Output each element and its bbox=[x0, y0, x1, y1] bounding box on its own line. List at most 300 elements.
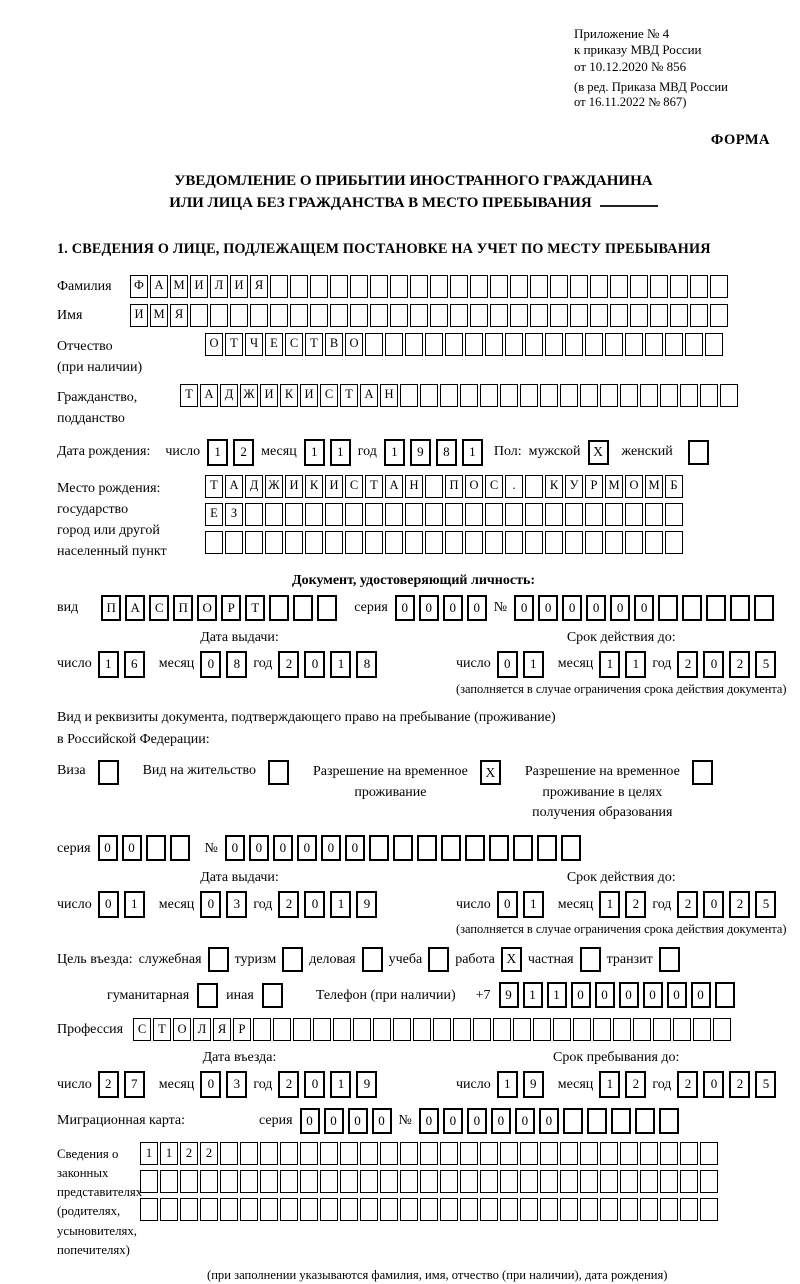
char-cell[interactable]: 0 bbox=[122, 835, 142, 861]
char-cell[interactable] bbox=[230, 304, 248, 327]
char-cell[interactable] bbox=[713, 1018, 731, 1041]
char-cell[interactable]: 0 bbox=[348, 1108, 368, 1134]
char-cell[interactable] bbox=[585, 333, 603, 356]
char-cell[interactable] bbox=[682, 595, 702, 621]
char-cell[interactable]: 0 bbox=[643, 982, 663, 1008]
char-cell[interactable] bbox=[600, 1198, 618, 1221]
char-cell[interactable]: Т bbox=[225, 333, 243, 356]
char-cell[interactable] bbox=[480, 1170, 498, 1193]
char-cell[interactable] bbox=[611, 1108, 631, 1134]
char-cell[interactable] bbox=[205, 531, 223, 554]
char-cell[interactable]: 1 bbox=[304, 439, 325, 466]
char-cell[interactable] bbox=[317, 595, 337, 621]
char-cell[interactable] bbox=[305, 531, 323, 554]
char-cell[interactable] bbox=[140, 1170, 158, 1193]
char-cell[interactable] bbox=[450, 275, 468, 298]
char-cell[interactable] bbox=[560, 1170, 578, 1193]
char-cell[interactable] bbox=[573, 1018, 591, 1041]
char-cell[interactable]: Т bbox=[365, 475, 383, 498]
char-cell[interactable] bbox=[425, 503, 443, 526]
char-cell[interactable]: Р bbox=[233, 1018, 251, 1041]
char-cell[interactable]: 9 bbox=[356, 1071, 377, 1098]
char-cell[interactable]: С bbox=[285, 333, 303, 356]
char-cell[interactable] bbox=[680, 1170, 698, 1193]
char-cell[interactable] bbox=[545, 503, 563, 526]
char-cell[interactable] bbox=[460, 1198, 478, 1221]
char-cell[interactable] bbox=[450, 304, 468, 327]
residence-permit-checkbox[interactable] bbox=[268, 760, 289, 785]
char-cell[interactable] bbox=[570, 304, 588, 327]
char-cell[interactable] bbox=[633, 1018, 651, 1041]
char-cell[interactable] bbox=[560, 384, 578, 407]
char-cell[interactable]: 0 bbox=[345, 835, 365, 861]
char-cell[interactable] bbox=[473, 1018, 491, 1041]
char-cell[interactable]: И bbox=[230, 275, 248, 298]
char-cell[interactable] bbox=[525, 503, 543, 526]
char-cell[interactable]: 1 bbox=[384, 439, 405, 466]
char-cell[interactable]: 0 bbox=[304, 891, 325, 918]
char-cell[interactable] bbox=[253, 1018, 271, 1041]
char-cell[interactable]: 0 bbox=[467, 1108, 487, 1134]
char-cell[interactable] bbox=[433, 1018, 451, 1041]
char-cell[interactable]: Т bbox=[340, 384, 358, 407]
char-cell[interactable] bbox=[310, 275, 328, 298]
char-cell[interactable]: П bbox=[101, 595, 121, 621]
char-cell[interactable]: 0 bbox=[395, 595, 415, 621]
char-cell[interactable] bbox=[610, 275, 628, 298]
char-cell[interactable] bbox=[510, 275, 528, 298]
char-cell[interactable] bbox=[660, 1142, 678, 1165]
char-cell[interactable]: 1 bbox=[124, 891, 145, 918]
char-cell[interactable] bbox=[500, 1198, 518, 1221]
char-cell[interactable] bbox=[565, 333, 583, 356]
char-cell[interactable]: 2 bbox=[677, 651, 698, 678]
char-cell[interactable] bbox=[220, 1170, 238, 1193]
char-cell[interactable] bbox=[485, 531, 503, 554]
char-cell[interactable] bbox=[410, 304, 428, 327]
char-cell[interactable]: У bbox=[565, 475, 583, 498]
char-cell[interactable] bbox=[530, 275, 548, 298]
char-cell[interactable]: Т bbox=[153, 1018, 171, 1041]
purpose-business-checkbox[interactable] bbox=[362, 947, 383, 972]
purpose-tourism-checkbox[interactable] bbox=[282, 947, 303, 972]
char-cell[interactable] bbox=[365, 333, 383, 356]
char-cell[interactable]: П bbox=[445, 475, 463, 498]
char-cell[interactable] bbox=[705, 333, 723, 356]
char-cell[interactable]: 2 bbox=[729, 1071, 750, 1098]
purpose-official-checkbox[interactable] bbox=[208, 947, 229, 972]
char-cell[interactable]: Ф bbox=[130, 275, 148, 298]
char-cell[interactable] bbox=[540, 1142, 558, 1165]
char-cell[interactable]: Я bbox=[170, 304, 188, 327]
char-cell[interactable] bbox=[445, 531, 463, 554]
char-cell[interactable] bbox=[680, 1198, 698, 1221]
char-cell[interactable]: 2 bbox=[278, 1071, 299, 1098]
char-cell[interactable] bbox=[665, 333, 683, 356]
char-cell[interactable] bbox=[600, 384, 618, 407]
char-cell[interactable]: Т bbox=[245, 595, 265, 621]
char-cell[interactable]: М bbox=[605, 475, 623, 498]
char-cell[interactable] bbox=[440, 1198, 458, 1221]
char-cell[interactable] bbox=[570, 275, 588, 298]
char-cell[interactable]: Р bbox=[585, 475, 603, 498]
char-cell[interactable]: 0 bbox=[634, 595, 654, 621]
char-cell[interactable]: А bbox=[200, 384, 218, 407]
char-cell[interactable]: 0 bbox=[443, 595, 463, 621]
char-cell[interactable] bbox=[250, 304, 268, 327]
char-cell[interactable] bbox=[640, 1142, 658, 1165]
char-cell[interactable] bbox=[640, 384, 658, 407]
char-cell[interactable]: 5 bbox=[755, 651, 776, 678]
char-cell[interactable] bbox=[613, 1018, 631, 1041]
char-cell[interactable] bbox=[685, 333, 703, 356]
char-cell[interactable] bbox=[270, 275, 288, 298]
char-cell[interactable] bbox=[660, 384, 678, 407]
char-cell[interactable] bbox=[300, 1170, 318, 1193]
char-cell[interactable]: О bbox=[205, 333, 223, 356]
char-cell[interactable]: Т bbox=[205, 475, 223, 498]
char-cell[interactable] bbox=[560, 1198, 578, 1221]
char-cell[interactable] bbox=[405, 503, 423, 526]
char-cell[interactable] bbox=[665, 531, 683, 554]
char-cell[interactable]: 0 bbox=[497, 651, 518, 678]
char-cell[interactable] bbox=[665, 503, 683, 526]
char-cell[interactable] bbox=[313, 1018, 331, 1041]
char-cell[interactable] bbox=[290, 304, 308, 327]
char-cell[interactable] bbox=[245, 531, 263, 554]
char-cell[interactable]: С bbox=[149, 595, 169, 621]
char-cell[interactable]: Р bbox=[221, 595, 241, 621]
char-cell[interactable] bbox=[330, 304, 348, 327]
char-cell[interactable] bbox=[180, 1198, 198, 1221]
char-cell[interactable]: 1 bbox=[523, 891, 544, 918]
char-cell[interactable]: 2 bbox=[729, 891, 750, 918]
char-cell[interactable] bbox=[720, 384, 738, 407]
char-cell[interactable] bbox=[380, 1170, 398, 1193]
char-cell[interactable] bbox=[500, 384, 518, 407]
char-cell[interactable] bbox=[700, 384, 718, 407]
char-cell[interactable]: Л bbox=[210, 275, 228, 298]
char-cell[interactable] bbox=[325, 531, 343, 554]
char-cell[interactable]: 0 bbox=[703, 651, 724, 678]
char-cell[interactable] bbox=[393, 1018, 411, 1041]
char-cell[interactable]: 1 bbox=[523, 651, 544, 678]
char-cell[interactable]: Т bbox=[305, 333, 323, 356]
char-cell[interactable]: 1 bbox=[330, 1071, 351, 1098]
char-cell[interactable] bbox=[160, 1170, 178, 1193]
char-cell[interactable] bbox=[365, 503, 383, 526]
char-cell[interactable] bbox=[140, 1198, 158, 1221]
char-cell[interactable]: 0 bbox=[538, 595, 558, 621]
char-cell[interactable]: С bbox=[320, 384, 338, 407]
char-cell[interactable] bbox=[210, 304, 228, 327]
char-cell[interactable]: 2 bbox=[278, 891, 299, 918]
char-cell[interactable]: К bbox=[305, 475, 323, 498]
char-cell[interactable]: 1 bbox=[523, 982, 543, 1008]
char-cell[interactable] bbox=[520, 1170, 538, 1193]
char-cell[interactable] bbox=[440, 384, 458, 407]
char-cell[interactable]: 1 bbox=[330, 439, 351, 466]
char-cell[interactable] bbox=[200, 1170, 218, 1193]
char-cell[interactable]: 0 bbox=[515, 1108, 535, 1134]
char-cell[interactable]: 1 bbox=[98, 651, 119, 678]
char-cell[interactable] bbox=[190, 304, 208, 327]
char-cell[interactable] bbox=[480, 1198, 498, 1221]
char-cell[interactable]: З bbox=[225, 503, 243, 526]
char-cell[interactable] bbox=[565, 531, 583, 554]
char-cell[interactable] bbox=[545, 531, 563, 554]
char-cell[interactable]: 0 bbox=[491, 1108, 511, 1134]
char-cell[interactable]: 0 bbox=[610, 595, 630, 621]
char-cell[interactable]: И bbox=[285, 475, 303, 498]
char-cell[interactable] bbox=[220, 1142, 238, 1165]
char-cell[interactable] bbox=[525, 475, 543, 498]
char-cell[interactable] bbox=[440, 1142, 458, 1165]
char-cell[interactable] bbox=[537, 835, 557, 861]
char-cell[interactable] bbox=[690, 304, 708, 327]
char-cell[interactable]: 6 bbox=[124, 651, 145, 678]
char-cell[interactable] bbox=[393, 835, 413, 861]
char-cell[interactable]: А bbox=[125, 595, 145, 621]
char-cell[interactable]: 0 bbox=[297, 835, 317, 861]
char-cell[interactable] bbox=[550, 304, 568, 327]
char-cell[interactable] bbox=[489, 835, 509, 861]
char-cell[interactable]: 0 bbox=[98, 891, 119, 918]
char-cell[interactable] bbox=[460, 1170, 478, 1193]
char-cell[interactable] bbox=[690, 275, 708, 298]
purpose-work-checkbox[interactable]: X bbox=[501, 947, 522, 972]
char-cell[interactable] bbox=[485, 503, 503, 526]
char-cell[interactable] bbox=[670, 275, 688, 298]
char-cell[interactable] bbox=[240, 1198, 258, 1221]
char-cell[interactable] bbox=[470, 304, 488, 327]
char-cell[interactable] bbox=[340, 1198, 358, 1221]
char-cell[interactable]: 1 bbox=[599, 651, 620, 678]
char-cell[interactable] bbox=[273, 1018, 291, 1041]
char-cell[interactable]: Ж bbox=[240, 384, 258, 407]
char-cell[interactable]: 1 bbox=[140, 1142, 158, 1165]
char-cell[interactable] bbox=[587, 1108, 607, 1134]
char-cell[interactable] bbox=[500, 1142, 518, 1165]
char-cell[interactable] bbox=[525, 531, 543, 554]
char-cell[interactable] bbox=[593, 1018, 611, 1041]
char-cell[interactable] bbox=[510, 304, 528, 327]
char-cell[interactable] bbox=[605, 531, 623, 554]
char-cell[interactable] bbox=[440, 1170, 458, 1193]
char-cell[interactable] bbox=[560, 1142, 578, 1165]
char-cell[interactable]: 5 bbox=[755, 1071, 776, 1098]
char-cell[interactable]: 0 bbox=[562, 595, 582, 621]
char-cell[interactable] bbox=[658, 595, 678, 621]
char-cell[interactable] bbox=[345, 503, 363, 526]
char-cell[interactable] bbox=[270, 304, 288, 327]
char-cell[interactable] bbox=[350, 304, 368, 327]
char-cell[interactable]: 0 bbox=[300, 1108, 320, 1134]
char-cell[interactable] bbox=[490, 275, 508, 298]
char-cell[interactable]: 1 bbox=[207, 439, 228, 466]
char-cell[interactable]: 0 bbox=[304, 651, 325, 678]
char-cell[interactable] bbox=[305, 503, 323, 526]
char-cell[interactable] bbox=[620, 384, 638, 407]
char-cell[interactable]: 1 bbox=[462, 439, 483, 466]
char-cell[interactable]: И bbox=[300, 384, 318, 407]
char-cell[interactable]: 1 bbox=[547, 982, 567, 1008]
char-cell[interactable]: О bbox=[465, 475, 483, 498]
char-cell[interactable]: С bbox=[345, 475, 363, 498]
char-cell[interactable] bbox=[645, 333, 663, 356]
char-cell[interactable] bbox=[754, 595, 774, 621]
char-cell[interactable]: Е bbox=[205, 503, 223, 526]
purpose-humanitarian-checkbox[interactable] bbox=[197, 983, 218, 1008]
char-cell[interactable] bbox=[380, 1142, 398, 1165]
char-cell[interactable] bbox=[300, 1198, 318, 1221]
char-cell[interactable]: 0 bbox=[98, 835, 118, 861]
char-cell[interactable]: Н bbox=[380, 384, 398, 407]
char-cell[interactable] bbox=[200, 1198, 218, 1221]
char-cell[interactable] bbox=[620, 1142, 638, 1165]
char-cell[interactable]: 0 bbox=[225, 835, 245, 861]
char-cell[interactable]: А bbox=[360, 384, 378, 407]
char-cell[interactable]: 0 bbox=[703, 1071, 724, 1098]
char-cell[interactable] bbox=[333, 1018, 351, 1041]
char-cell[interactable] bbox=[505, 531, 523, 554]
char-cell[interactable] bbox=[390, 304, 408, 327]
char-cell[interactable] bbox=[565, 503, 583, 526]
char-cell[interactable]: 9 bbox=[356, 891, 377, 918]
char-cell[interactable] bbox=[500, 1170, 518, 1193]
char-cell[interactable] bbox=[710, 275, 728, 298]
char-cell[interactable] bbox=[480, 1142, 498, 1165]
char-cell[interactable] bbox=[605, 503, 623, 526]
char-cell[interactable] bbox=[350, 275, 368, 298]
char-cell[interactable]: 1 bbox=[599, 1071, 620, 1098]
char-cell[interactable] bbox=[240, 1170, 258, 1193]
char-cell[interactable]: 0 bbox=[273, 835, 293, 861]
char-cell[interactable] bbox=[513, 835, 533, 861]
char-cell[interactable] bbox=[605, 333, 623, 356]
char-cell[interactable]: О bbox=[197, 595, 217, 621]
char-cell[interactable] bbox=[370, 304, 388, 327]
char-cell[interactable]: К bbox=[280, 384, 298, 407]
char-cell[interactable]: 1 bbox=[497, 1071, 518, 1098]
char-cell[interactable]: А bbox=[150, 275, 168, 298]
char-cell[interactable]: 2 bbox=[677, 891, 698, 918]
char-cell[interactable] bbox=[260, 1198, 278, 1221]
char-cell[interactable] bbox=[710, 304, 728, 327]
char-cell[interactable] bbox=[460, 384, 478, 407]
char-cell[interactable] bbox=[373, 1018, 391, 1041]
char-cell[interactable] bbox=[550, 275, 568, 298]
char-cell[interactable] bbox=[369, 835, 389, 861]
char-cell[interactable] bbox=[580, 384, 598, 407]
char-cell[interactable] bbox=[660, 1170, 678, 1193]
char-cell[interactable] bbox=[620, 1170, 638, 1193]
char-cell[interactable] bbox=[580, 1170, 598, 1193]
char-cell[interactable] bbox=[330, 275, 348, 298]
char-cell[interactable]: К bbox=[545, 475, 563, 498]
char-cell[interactable]: Л bbox=[193, 1018, 211, 1041]
char-cell[interactable]: Я bbox=[250, 275, 268, 298]
char-cell[interactable] bbox=[590, 275, 608, 298]
char-cell[interactable] bbox=[620, 1198, 638, 1221]
char-cell[interactable] bbox=[146, 835, 166, 861]
char-cell[interactable]: 2 bbox=[729, 651, 750, 678]
char-cell[interactable]: 1 bbox=[160, 1142, 178, 1165]
char-cell[interactable]: О bbox=[345, 333, 363, 356]
char-cell[interactable]: 8 bbox=[226, 651, 247, 678]
char-cell[interactable]: М bbox=[170, 275, 188, 298]
char-cell[interactable] bbox=[405, 333, 423, 356]
char-cell[interactable] bbox=[280, 1170, 298, 1193]
char-cell[interactable] bbox=[245, 503, 263, 526]
char-cell[interactable] bbox=[640, 1198, 658, 1221]
char-cell[interactable] bbox=[680, 384, 698, 407]
char-cell[interactable]: 5 bbox=[755, 891, 776, 918]
char-cell[interactable]: 3 bbox=[226, 891, 247, 918]
char-cell[interactable]: Н bbox=[405, 475, 423, 498]
char-cell[interactable]: Я bbox=[213, 1018, 231, 1041]
char-cell[interactable]: 0 bbox=[324, 1108, 344, 1134]
char-cell[interactable] bbox=[513, 1018, 531, 1041]
char-cell[interactable] bbox=[730, 595, 750, 621]
char-cell[interactable] bbox=[420, 1198, 438, 1221]
char-cell[interactable] bbox=[650, 275, 668, 298]
char-cell[interactable] bbox=[265, 531, 283, 554]
char-cell[interactable] bbox=[465, 835, 485, 861]
char-cell[interactable]: 0 bbox=[586, 595, 606, 621]
char-cell[interactable]: 0 bbox=[691, 982, 711, 1008]
char-cell[interactable] bbox=[413, 1018, 431, 1041]
char-cell[interactable] bbox=[293, 595, 313, 621]
char-cell[interactable]: 0 bbox=[514, 595, 534, 621]
char-cell[interactable] bbox=[585, 531, 603, 554]
char-cell[interactable] bbox=[380, 1198, 398, 1221]
char-cell[interactable] bbox=[650, 304, 668, 327]
char-cell[interactable] bbox=[680, 1142, 698, 1165]
char-cell[interactable] bbox=[420, 384, 438, 407]
char-cell[interactable]: 0 bbox=[321, 835, 341, 861]
char-cell[interactable]: 2 bbox=[625, 1071, 646, 1098]
char-cell[interactable] bbox=[505, 333, 523, 356]
char-cell[interactable]: 9 bbox=[523, 1071, 544, 1098]
char-cell[interactable] bbox=[460, 1142, 478, 1165]
char-cell[interactable] bbox=[600, 1142, 618, 1165]
char-cell[interactable] bbox=[425, 531, 443, 554]
char-cell[interactable]: М bbox=[150, 304, 168, 327]
char-cell[interactable]: 0 bbox=[200, 891, 221, 918]
char-cell[interactable]: С bbox=[485, 475, 503, 498]
char-cell[interactable] bbox=[441, 835, 461, 861]
char-cell[interactable]: 2 bbox=[278, 651, 299, 678]
char-cell[interactable]: М bbox=[645, 475, 663, 498]
char-cell[interactable] bbox=[320, 1170, 338, 1193]
char-cell[interactable] bbox=[715, 982, 735, 1008]
char-cell[interactable]: 2 bbox=[625, 891, 646, 918]
char-cell[interactable]: Д bbox=[220, 384, 238, 407]
char-cell[interactable] bbox=[470, 275, 488, 298]
char-cell[interactable]: 0 bbox=[467, 595, 487, 621]
char-cell[interactable] bbox=[385, 333, 403, 356]
char-cell[interactable]: 9 bbox=[410, 439, 431, 466]
char-cell[interactable] bbox=[400, 1142, 418, 1165]
char-cell[interactable] bbox=[700, 1198, 718, 1221]
char-cell[interactable] bbox=[280, 1198, 298, 1221]
char-cell[interactable] bbox=[625, 531, 643, 554]
char-cell[interactable] bbox=[635, 1108, 655, 1134]
char-cell[interactable]: И bbox=[260, 384, 278, 407]
char-cell[interactable] bbox=[353, 1018, 371, 1041]
char-cell[interactable]: 0 bbox=[443, 1108, 463, 1134]
